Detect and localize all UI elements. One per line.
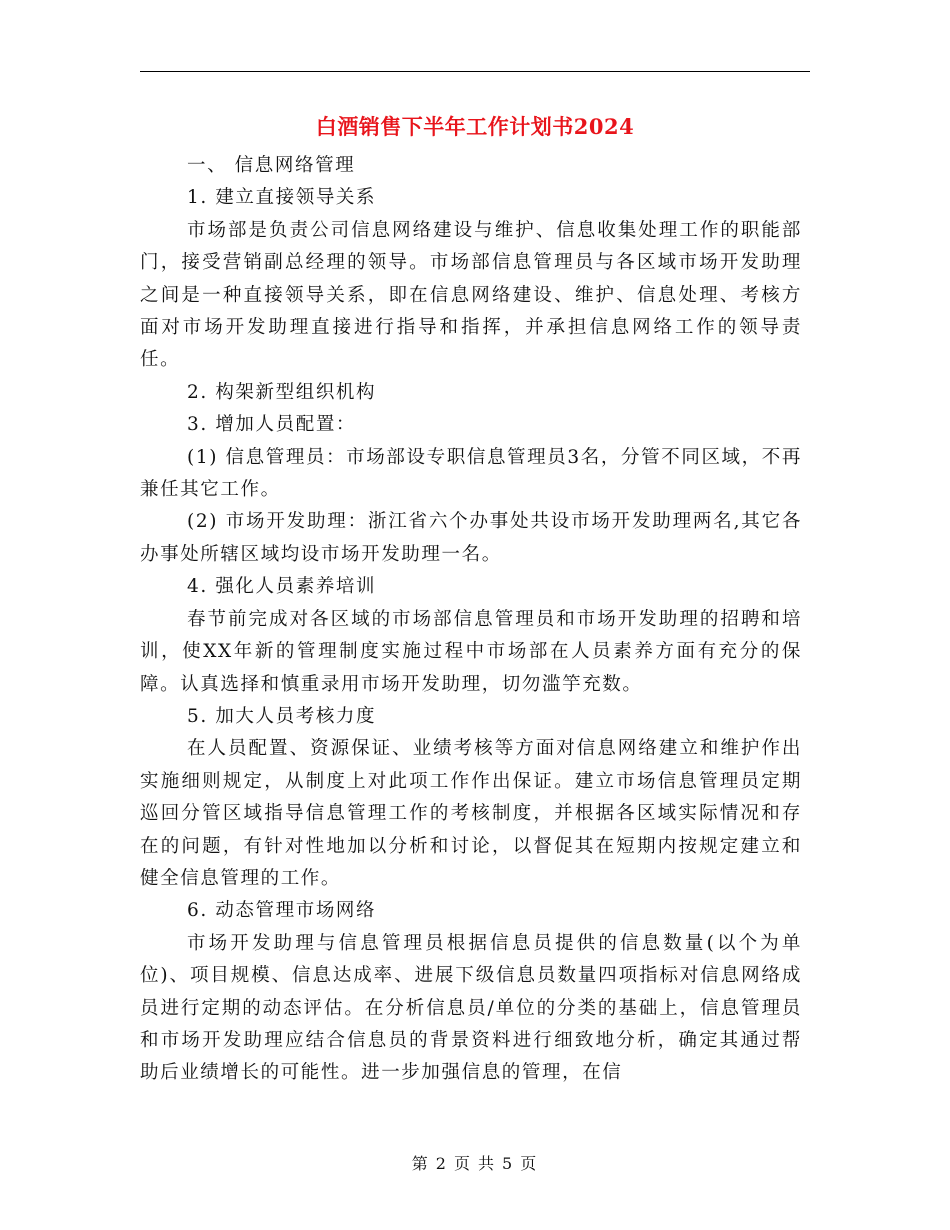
item-heading: 1. 建立直接领导关系: [187, 187, 377, 209]
body-paragraph: 市场部是负责公司信息网络建设与维护、信息收集处理工作的职能部门，接受营销副总经理的领导。市场部信息管理员与各区域市场开发助理之间是一种直接领导关系，即在信息网络建设、维护、信息处理、考核方面对市场开发助理直接进行指导和指挥，并承担信息网络工作的领导责任。: [140, 219, 802, 371]
total-page-count: 5: [502, 1154, 515, 1173]
item-heading: 5. 加大人员考核力度: [187, 705, 377, 727]
document-body: [140, 150, 802, 1090]
footer-page-label: 页: [453, 1154, 472, 1173]
body-paragraph: 春节前完成对各区域的市场部信息管理员和市场开发助理的招聘和培训，使XX年新的管理制度实施过程中市场部在人员素养方面有充分的保障。认真选择和慎重录用市场开发助理，切勿滥竽充数。: [140, 608, 802, 695]
sub-item-paragraph: (2) 市场开发助理：浙江省六个办事处共设市场开发助理两名,其它各办事处所辖区域均设市场开发助理一名。: [140, 511, 802, 565]
footer-suffix: 页: [520, 1154, 539, 1173]
document-title: 白酒销售下半年工作计划书2024: [315, 114, 635, 139]
current-page-number: 2: [435, 1154, 448, 1173]
item-heading: 6. 动态管理市场网络: [187, 900, 377, 922]
footer-total-label: 共: [478, 1154, 497, 1173]
page-number-footer: [0, 1153, 950, 1175]
header-rule: [140, 71, 810, 72]
item-heading: 3. 增加人员配置：: [187, 414, 357, 436]
body-paragraph: 在人员配置、资源保证、业绩考核等方面对信息网络建立和维护作出实施细则规定，从制度上对此项工作作出保证。建立市场信息管理员定期巡回分管区域指导信息管理工作的考核制度，并根据各区域实际情况和存在的问题，有针对性地加以分析和讨论，以督促其在短期内按规定建立和健全信息管理的工作。: [140, 738, 802, 889]
section-heading: 一、 信息网络管理: [187, 155, 356, 176]
item-heading: 2. 构架新型组织机构: [187, 381, 377, 403]
item-heading: 4. 强化人员素养培训: [187, 576, 377, 598]
sub-item-paragraph: (1) 信息管理员：市场部设专职信息管理员3名，分管不同区域，不再兼任其它工作。: [140, 446, 802, 501]
footer-prefix: 第: [411, 1154, 430, 1173]
body-paragraph: 市场开发助理与信息管理员根据信息员提供的信息数量(以个为单位)、项目规模、信息达成率、进展下级信息员数量四项指标对信息网络成员进行定期的动态评估。在分析信息员/单位的分类的基础上，信息管理员和市场开发助理应结合信息员的背景资料进行细致地分析，确定其通过帮助后业绩增长的可能性。进一步加强信息的管理，在信: [140, 932, 802, 1084]
